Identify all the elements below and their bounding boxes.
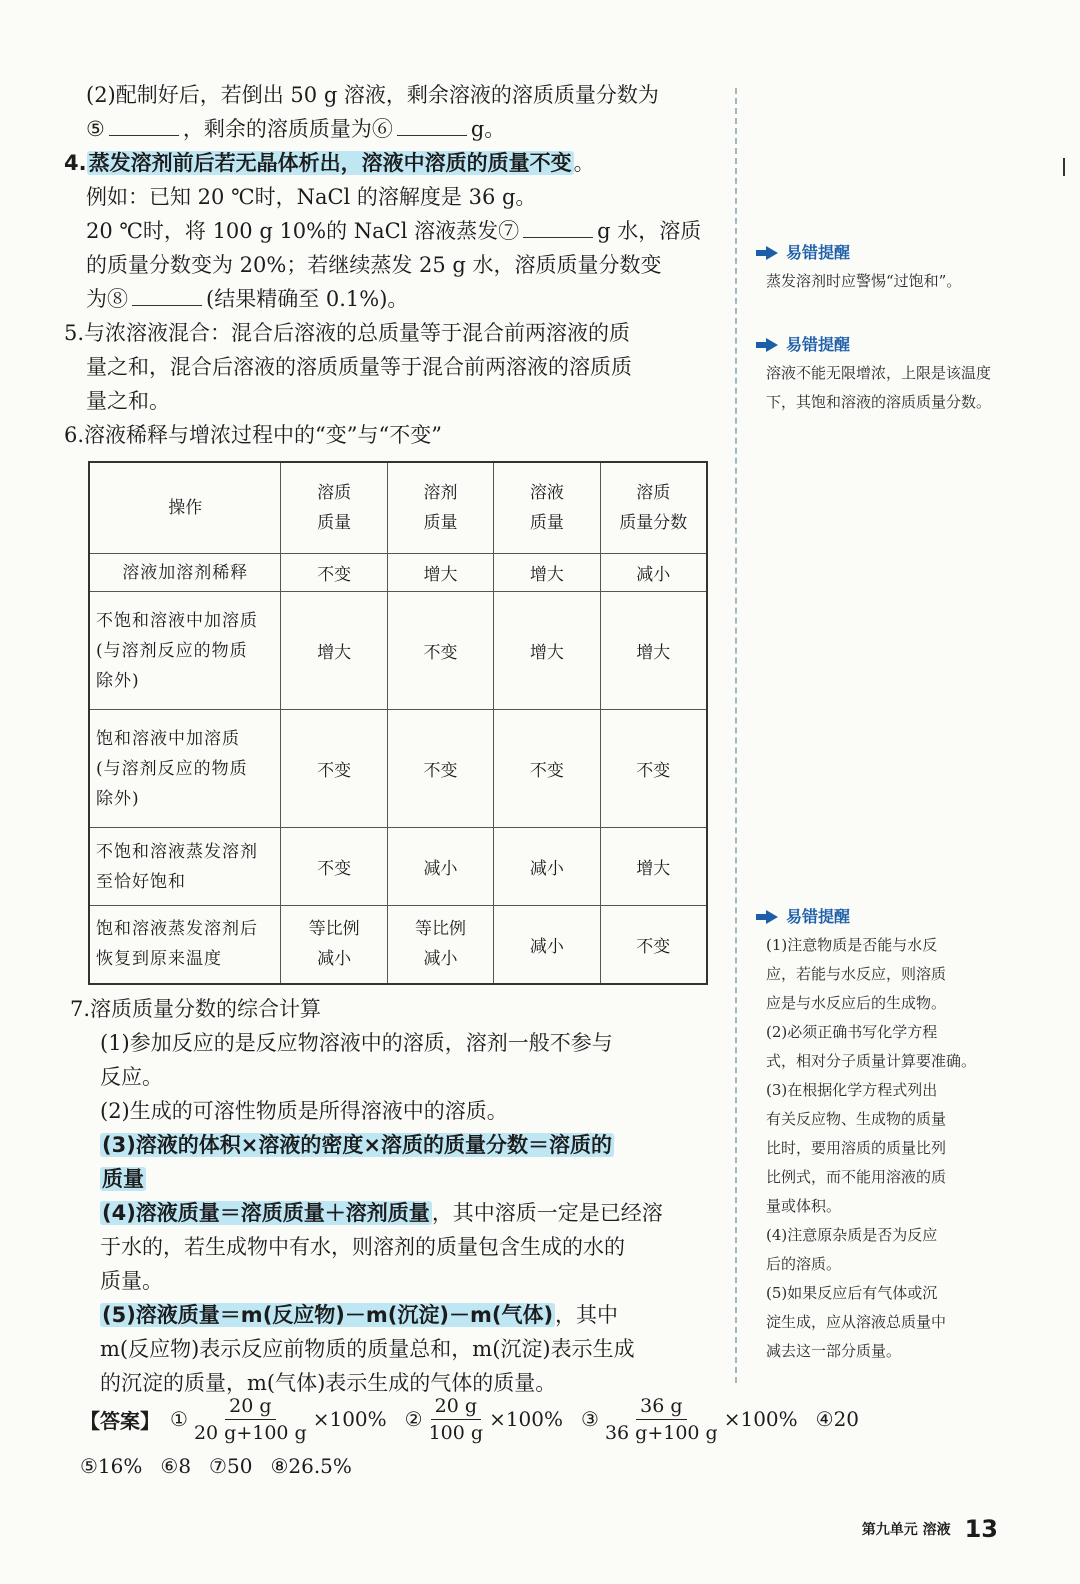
answer-1-mark: ①: [170, 1407, 188, 1431]
section7-p4-rest: ，其中溶质一定是已经溶: [431, 1201, 663, 1225]
section7-p3a: [70, 1128, 720, 1162]
section7-p5-highlight: (5)溶液质量＝m(反应物)－m(沉淀)－m(气体): [102, 1303, 554, 1327]
tip-3-line: (2)必须正确书写化学方程: [766, 1023, 938, 1041]
tip-3-line: 减去这一部分质量。: [766, 1342, 902, 1360]
section4-number: 4.: [64, 151, 87, 175]
table-row: [89, 592, 707, 710]
table-cell: 增大: [600, 592, 707, 710]
table-cell: 不变: [600, 710, 707, 828]
section4-line4: [64, 282, 714, 316]
section4-end: 。: [573, 151, 595, 175]
section7-p4b: 于水的，若生成物中有水，则溶剂的质量包含生成的水的: [100, 1235, 625, 1259]
tip-1-text: 蒸发溶剂时应警惕“过饱和”。: [766, 272, 962, 290]
answer-8: ⑧26.5%: [270, 1454, 352, 1478]
answer-6: ⑥8: [160, 1454, 192, 1478]
fraction-denominator: 20 g+100 g: [193, 1421, 307, 1444]
table-row: [89, 906, 707, 984]
answer-block: [80, 1392, 1020, 1486]
page-number: 13: [964, 1515, 998, 1543]
table-row: [89, 828, 707, 906]
s4-text-c: 为⑧: [86, 287, 128, 311]
table-cell: 不变: [281, 828, 387, 906]
tip-3-line: 量或体积。: [766, 1197, 842, 1215]
fraction-numerator: 20 g: [225, 1395, 275, 1420]
page-edge-mark: [1063, 158, 1065, 176]
section7-p4c: 质量。: [100, 1269, 163, 1293]
section4-line1: 例如：已知 20 ℃时，NaCl 的溶解度是 36 g。: [86, 185, 537, 209]
blank-5[interactable]: [109, 115, 179, 136]
table-cell: 不变: [281, 710, 387, 828]
table-cell-operation: 溶液加溶剂稀释: [89, 554, 281, 592]
tip-3-line: 应，若能与水反应，则溶质: [766, 965, 947, 983]
header-solution-mass: 溶液 质量: [494, 462, 600, 554]
section4-line2: [64, 214, 714, 248]
table-cell: 不变: [387, 592, 493, 710]
section7-p1a: (1)参加反应的是反应物溶液中的溶质，溶剂一般不参与: [100, 1031, 613, 1055]
tip-3-line: (1)注意物质是否能与水反: [766, 936, 938, 954]
tip-3-line: 淀生成，应从溶液总质量中: [766, 1313, 947, 1331]
tip-3-line: 式，相对分子质量计算要准确。: [766, 1052, 977, 1070]
table-row: [89, 710, 707, 828]
table-cell: 增大: [494, 592, 600, 710]
answer-1-tail: ×100%: [312, 1407, 387, 1431]
main-column: [64, 78, 714, 452]
tip-2-title: 易错提醒: [786, 335, 851, 354]
tip-3-header: [766, 902, 1006, 931]
section5-line3: 量之和。: [86, 389, 170, 413]
section4-line3: 的质量分数变为 20%；若继续蒸发 25 g 水，溶质质量分数变: [86, 253, 662, 277]
tip-3-line: (4)注意原杂质是否为反应: [766, 1226, 938, 1244]
table-cell: 减小: [494, 828, 600, 906]
section7-p5b: m(反应物)表示反应前物质的质量总和，m(沉淀)表示生成: [100, 1337, 635, 1361]
answer-3: [581, 1395, 798, 1444]
tip-3-title: 易错提醒: [786, 907, 851, 926]
tip-3-line: (3)在根据化学方程式列出: [766, 1081, 938, 1099]
answer-2-mark: ②: [404, 1407, 423, 1431]
sidebar-tip-3: [766, 902, 1006, 1366]
answer-3-tail: ×100%: [723, 1407, 798, 1431]
tip-2-text: 溶液不能无限增浓，上限是该温度下，其饱和溶液的溶质质量分数。: [766, 364, 992, 411]
section4-title: [64, 146, 714, 180]
table-cell-operation: 饱和溶液中加溶质 (与溶剂反应的物质 除外): [89, 710, 281, 828]
answer-label: 【答案】: [80, 1408, 160, 1433]
answer-4: ④20: [815, 1407, 860, 1431]
section7-title: 7.溶质质量分数的综合计算: [70, 997, 322, 1021]
s4-text-b: g 水，溶质: [597, 219, 702, 243]
tip-1-header: [766, 238, 1006, 267]
table-cell-operation: 不饱和溶液中加溶质 (与溶剂反应的物质 除外): [89, 592, 281, 710]
q2-line2: [64, 112, 714, 146]
q2-blank5-mark: ⑤: [86, 117, 105, 141]
answer-1-fraction: [194, 1395, 307, 1444]
blank-8[interactable]: [132, 285, 202, 306]
fraction-denominator: 36 g+100 g: [604, 1421, 718, 1444]
q2-line1: (2)配制好后，若倒出 50 g 溶液，剩余溶液的溶质质量分数为: [86, 83, 659, 107]
table-cell: 增大: [281, 592, 387, 710]
blank-7[interactable]: [523, 217, 593, 238]
table-header-row: [89, 462, 707, 554]
table-cell: 增大: [494, 554, 600, 592]
section7: [70, 992, 720, 1400]
page-footer: [862, 1515, 998, 1543]
section6-title: 6.溶液稀释与增浓过程中的“变”与“不变”: [64, 423, 442, 447]
tip-3-line: 有关反应物、生成物的质量: [766, 1110, 947, 1128]
section5-line1: 5.与浓溶液混合：混合后溶液的总质量等于混合前两溶液的质: [64, 321, 631, 345]
blank-6[interactable]: [397, 115, 467, 136]
sidebar-tip-1: [766, 238, 1006, 296]
section7-p5a: [70, 1298, 720, 1332]
q2-unit: g。: [470, 117, 506, 141]
q2-text: ，剩余的溶质质量为⑥: [182, 117, 393, 141]
table-row: [89, 554, 707, 592]
answer-5: ⑤16%: [80, 1454, 143, 1478]
table-cell: 增大: [600, 828, 707, 906]
header-solute-mass: 溶质 质量: [281, 462, 387, 554]
table-cell: 等比例 减小: [281, 906, 387, 984]
answer-3-mark: ③: [581, 1407, 599, 1431]
answer-1: [170, 1395, 387, 1444]
section4-highlight: 蒸发溶剂前后若无晶体析出，溶液中溶质的质量不变: [88, 151, 572, 175]
tip-2-header: [766, 330, 1006, 359]
dilution-table: [88, 461, 708, 985]
table-cell: 增大: [387, 554, 493, 592]
answer-2: [405, 1395, 563, 1444]
section7-p4-highlight: (4)溶液质量＝溶质质量＋溶剂质量: [102, 1201, 430, 1225]
answer-2-tail: ×100%: [489, 1407, 563, 1431]
answer-7: ⑦50: [209, 1454, 253, 1478]
fraction-numerator: 20 g: [431, 1395, 481, 1420]
section7-p2: (2)生成的可溶性物质是所得溶液中的溶质。: [100, 1099, 508, 1123]
answer-2-fraction: [429, 1395, 483, 1444]
section7-p3b-highlight: 质量: [102, 1167, 144, 1191]
arrow-icon: [766, 338, 778, 352]
header-operation: 操作: [89, 462, 281, 554]
table-cell-operation: 不饱和溶液蒸发溶剂 至恰好饱和: [89, 828, 281, 906]
sidebar-tip-2: [766, 330, 1006, 417]
s4-text-d: (结果精确至 0.1%)。: [206, 287, 409, 311]
tip-1-title: 易错提醒: [786, 243, 851, 262]
fraction-denominator: 100 g: [428, 1421, 484, 1444]
fraction-numerator: 36 g: [636, 1395, 686, 1420]
table-cell: 减小: [494, 906, 600, 984]
section7-p5-rest: ，其中: [555, 1303, 619, 1327]
section7-p5c: 的沉淀的质量，m(气体)表示生成的气体的质量。: [100, 1371, 557, 1395]
arrow-icon: [766, 910, 778, 924]
table-cell: 不变: [600, 906, 707, 984]
s4-text-a: 20 ℃时，将 100 g 10%的 NaCl 溶液蒸发⑦: [86, 219, 520, 243]
answer-3-fraction: [605, 1395, 718, 1444]
answer-row-1: [80, 1392, 1020, 1446]
section7-p1b: 反应。: [100, 1065, 163, 1089]
header-solvent-mass: 溶剂 质量: [387, 462, 493, 554]
arrow-icon: [766, 246, 778, 260]
unit-title: 第九单元 溶液: [861, 1522, 951, 1538]
table-cell: 不变: [494, 710, 600, 828]
header-mass-fraction: 溶质 质量分数: [600, 462, 707, 554]
table-cell: 不变: [387, 710, 493, 828]
section7-p3b: [70, 1162, 720, 1196]
tip-3-line: 后的溶质。: [766, 1255, 842, 1273]
section5-line2: 量之和，混合后溶液的溶质质量等于混合前两溶液的溶质质: [86, 355, 632, 379]
section7-p3a-highlight: (3)溶液的体积×溶液的密度×溶质的质量分数＝溶质的: [102, 1133, 612, 1157]
section7-p4a: [70, 1196, 720, 1230]
tip-3-line: 比例式，而不能用溶液的质: [766, 1168, 947, 1186]
tip-3-line: (5)如果反应后有气体或沉: [766, 1284, 938, 1302]
table-cell-operation: 饱和溶液蒸发溶剂后 恢复到原来温度: [89, 906, 281, 984]
answer-row-2: [80, 1446, 1020, 1486]
tip-3-line: 比时，要用溶质的质量比列: [766, 1139, 947, 1157]
table-cell: 减小: [600, 554, 707, 592]
table-cell: 减小: [387, 828, 493, 906]
tip-3-line: 应是与水反应后的生成物。: [766, 994, 947, 1012]
table-cell: 等比例 减小: [387, 906, 493, 984]
table-cell: 不变: [281, 554, 387, 592]
column-divider: [735, 88, 737, 1383]
